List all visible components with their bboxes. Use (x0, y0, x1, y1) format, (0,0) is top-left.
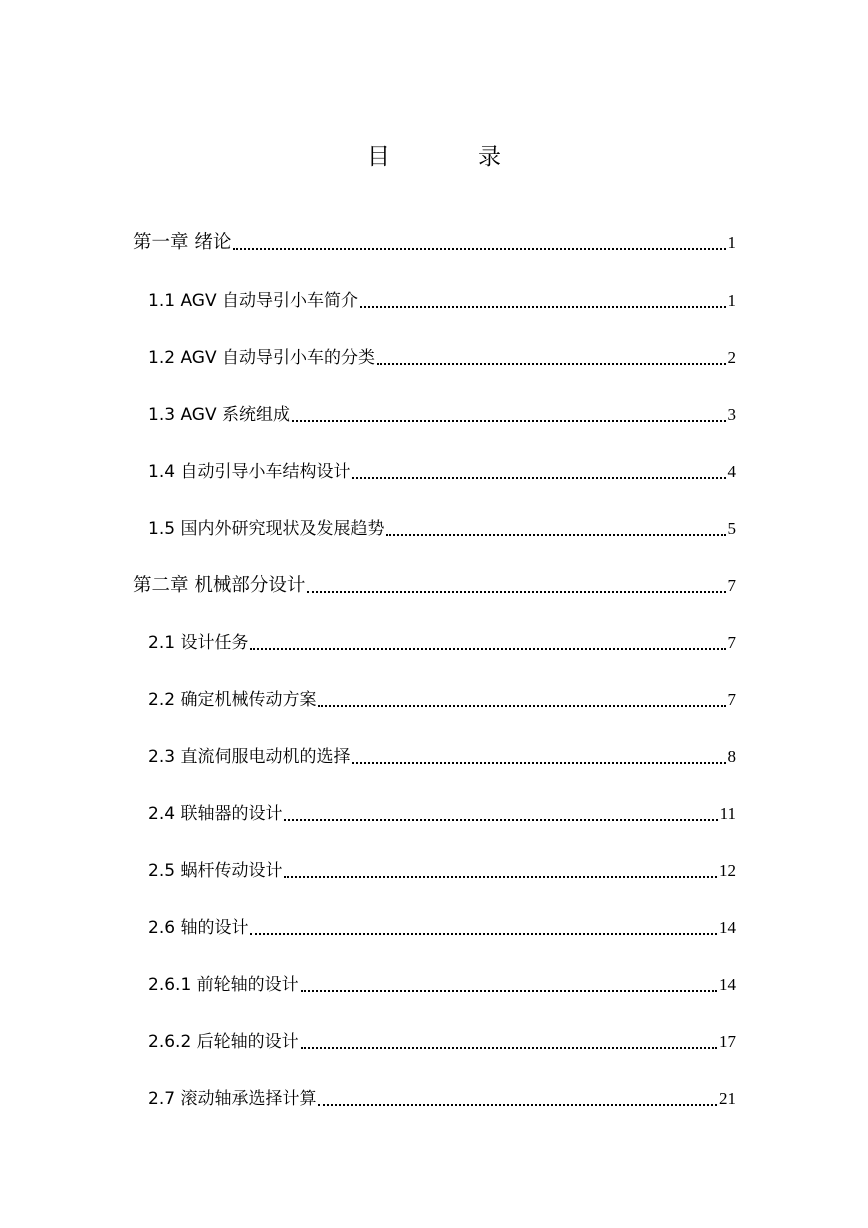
toc-page-number: 7 (727, 633, 736, 652)
dot-leader (318, 705, 725, 707)
toc-page-number: 1 (727, 233, 736, 252)
toc-subsection-entry[interactable] (148, 1029, 736, 1055)
toc-entry-label: 1.2 AGV 自动导引小车的分类 (148, 348, 375, 368)
toc-page-number: 21 (719, 1089, 736, 1108)
dot-leader (352, 762, 725, 764)
toc-chapter-entry[interactable] (133, 230, 736, 256)
toc-page-number: 14 (719, 975, 736, 994)
toc-section-entry[interactable] (148, 630, 736, 656)
title-char-right: 录 (478, 144, 501, 170)
dot-leader (250, 648, 725, 650)
dot-leader (301, 1047, 717, 1049)
toc-section-entry[interactable] (148, 402, 736, 428)
toc-entry-label: 2.3 直流伺服电动机的选择 (148, 747, 351, 767)
toc-entry-label: 1.5 国内外研究现状及发展趋势 (148, 519, 385, 539)
toc-page-number: 3 (727, 405, 736, 424)
toc-section-entry[interactable] (148, 744, 736, 770)
dot-leader (284, 819, 717, 821)
toc-section-entry[interactable] (148, 459, 736, 485)
toc-entry-label: 2.2 确定机械传动方案 (148, 690, 317, 710)
toc-entry-label: 2.7 滚动轴承选择计算 (148, 1089, 317, 1109)
toc-page-number: 7 (727, 576, 736, 595)
toc-section-entry[interactable] (148, 288, 736, 314)
toc-page-number: 5 (727, 519, 736, 538)
toc-page-number: 7 (727, 690, 736, 709)
toc-section-entry[interactable] (148, 1086, 736, 1112)
dot-leader (360, 306, 726, 308)
toc-page-number: 8 (727, 747, 736, 766)
dot-leader (301, 990, 717, 992)
dot-leader (284, 876, 717, 878)
toc-page-number: 12 (719, 861, 736, 880)
toc-section-entry[interactable] (148, 915, 736, 941)
toc-section-entry[interactable] (148, 801, 736, 827)
dot-leader (250, 933, 717, 935)
toc-entry-label: 2.6.2 后轮轴的设计 (148, 1032, 299, 1052)
toc-entry-label: 2.5 蜗杆传动设计 (148, 861, 283, 881)
dot-leader (318, 1104, 717, 1106)
toc-section-entry[interactable] (148, 345, 736, 371)
toc-section-entry[interactable] (148, 516, 736, 542)
toc-entry-label: 第一章 绪论 (133, 232, 232, 253)
toc-section-entry[interactable] (148, 858, 736, 884)
title-char-left: 目 (367, 144, 390, 170)
toc-page-number: 11 (719, 804, 736, 823)
toc-entry-label: 第二章 机械部分设计 (133, 575, 306, 596)
toc-chapter-entry[interactable] (133, 573, 736, 599)
dot-leader (352, 477, 725, 479)
toc-entry-label: 2.1 设计任务 (148, 633, 249, 653)
dot-leader (307, 591, 725, 593)
toc-entry-label: 2.6 轴的设计 (148, 918, 249, 938)
dot-leader (386, 534, 725, 536)
toc-section-entry[interactable] (148, 687, 736, 713)
toc-entry-label: 2.6.1 前轮轴的设计 (148, 975, 299, 995)
dot-leader (377, 363, 726, 365)
toc-subsection-entry[interactable] (148, 972, 736, 998)
toc-entry-label: 2.4 联轴器的设计 (148, 804, 283, 824)
toc-page-number: 17 (719, 1032, 736, 1051)
dot-leader (233, 248, 725, 250)
dot-leader (292, 420, 726, 422)
page-title (0, 138, 868, 171)
toc-page-number: 4 (727, 462, 736, 481)
toc-entry-label: 1.3 AGV 系统组成 (148, 405, 290, 425)
toc-entry-label: 1.4 自动引导小车结构设计 (148, 462, 351, 482)
toc-page-number: 14 (719, 918, 736, 937)
toc-page-number: 1 (727, 291, 736, 310)
toc-entry-label: 1.1 AGV 自动导引小车简介 (148, 291, 358, 311)
toc-page-number: 2 (727, 348, 736, 367)
